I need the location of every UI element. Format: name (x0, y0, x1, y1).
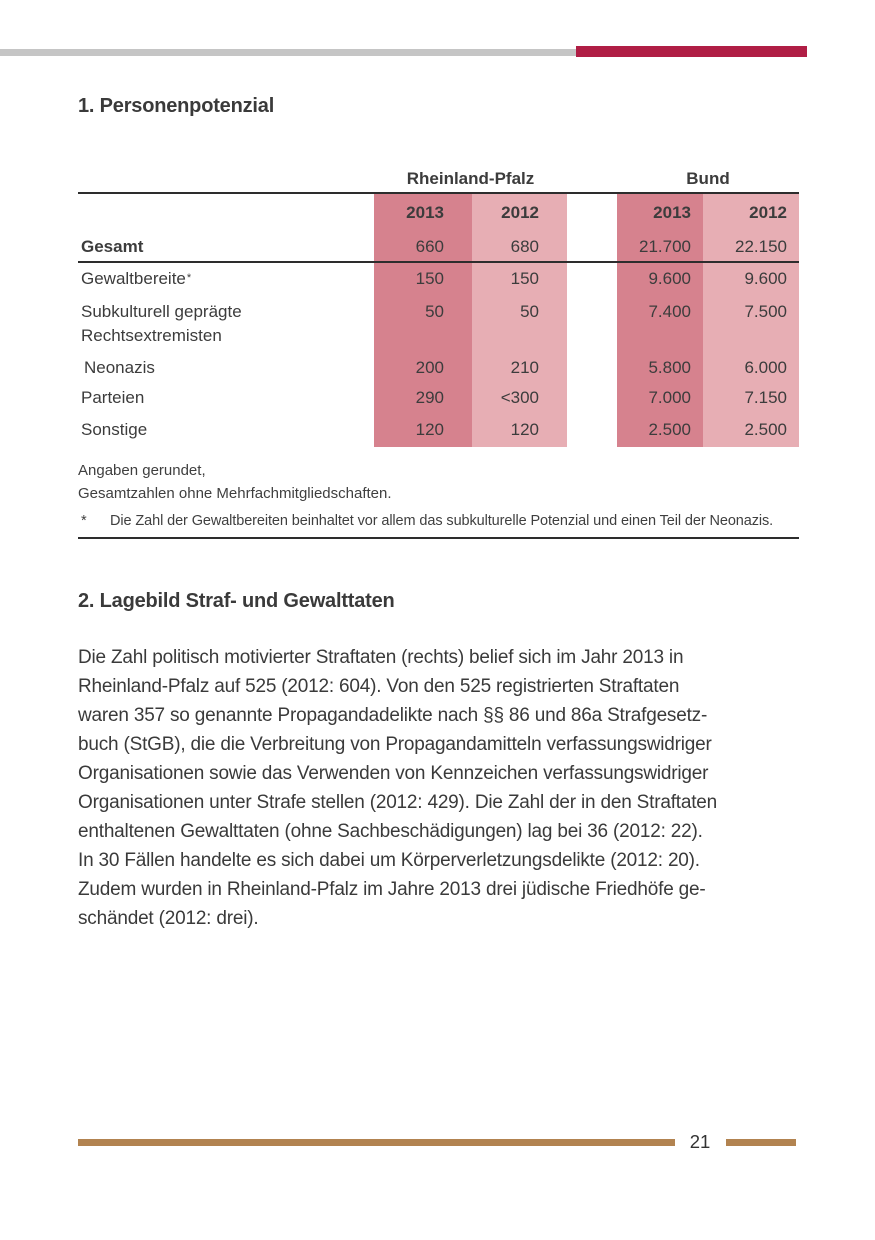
table-cell: 7.000 (648, 388, 691, 407)
table-year-header: 2012 (501, 202, 539, 222)
paragraph-line: Organisationen unter Strafe stellen (2012: 429). Die Zahl der in den Straftaten (78, 792, 718, 813)
paragraph-line: waren 357 so genannte Propagandadelikte nach §§ 86 und 86a Strafgesetz- (78, 705, 708, 726)
table-row-label-sonstige: Sonstige (81, 420, 148, 439)
footer-rule-short (726, 1139, 796, 1146)
table-cell: 150 (415, 269, 444, 288)
table-row-label-parteien: Parteien (81, 388, 145, 407)
table-year-header: 2013 (653, 202, 691, 222)
table-cell: 50 (425, 302, 444, 321)
table-note-line: Gesamtzahlen ohne Mehrfachmitgliedschaften. (78, 485, 392, 502)
table-cell: 210 (510, 357, 539, 377)
table-year-header: 2013 (406, 202, 444, 222)
table-cell: 2.500 (744, 420, 787, 439)
table-row-label-gewaltbereite: Gewaltbereite * (81, 269, 192, 288)
paragraph-line: Organisationen sowie das Verwenden von Kennzeichen verfassungswidriger (78, 763, 709, 784)
paragraph-line: Die Zahl politisch motivierter Straftaten (rechts) belief sich im Jahr 2013 in (78, 647, 684, 668)
table-year-header: 2012 (749, 202, 787, 222)
paragraph-line: In 30 Fällen handelte es sich dabei um Körperverletzungsdelikte (2012: 20). (78, 850, 700, 871)
table-cell: 150 (510, 269, 539, 288)
table-cell: 9.600 (648, 269, 691, 288)
table-cell: 7.400 (648, 302, 691, 321)
paragraph-line: Rheinland-Pfalz auf 525 (2012: 604). Von den 525 registrierten Straftaten (78, 676, 680, 697)
table-cell: 290 (415, 388, 444, 407)
table-cell: 9.600 (744, 269, 787, 288)
table-cell: 50 (520, 302, 539, 321)
section-1-heading: 1. Personenpotenzial (78, 95, 275, 117)
table-cell: 6.000 (744, 357, 787, 377)
personenpotenzial-table (78, 163, 799, 447)
table-cell: 120 (510, 420, 539, 439)
table-group-header-bund: Bund (686, 168, 730, 188)
table-row-label-neonazis: Neonazis (84, 357, 155, 377)
table-row-label-gesamt: Gesamt (81, 236, 144, 256)
table-cell: 7.150 (744, 388, 787, 407)
footer-rule-long (78, 1139, 675, 1146)
table-footnote (78, 513, 818, 530)
table-cell: 2.500 (648, 420, 691, 439)
table-row-label-subkulturell (78, 296, 374, 352)
table-cell: 120 (415, 420, 444, 439)
section-2-paragraph (78, 643, 823, 933)
paragraph-line: buch (StGB), die die Verbreitung von Propagandamitteln verfassungswidriger (78, 734, 712, 755)
row-label-line1: Subkulturell geprägte (81, 302, 242, 321)
table-cell: 680 (510, 236, 539, 256)
section-2-heading: 2. Lagebild Straf- und Gewalttaten (78, 590, 395, 612)
table-cell: 200 (415, 357, 444, 377)
table-note-line: Angaben gerundet, (78, 462, 206, 479)
footnote-text: Die Zahl der Gewaltbereiten beinhaltet vor allem das subkulturelle Potenzial und einen Teil der Neonazis. (110, 513, 774, 529)
row-label-text: Gewaltbereite (81, 269, 186, 288)
footnote-marker: * (81, 513, 87, 529)
table-cell: 5.800 (648, 357, 691, 377)
header-accent-bar (576, 46, 807, 57)
table-cell: <300 (500, 388, 539, 407)
page-number: 21 (689, 1131, 711, 1152)
table-notes (78, 459, 799, 505)
paragraph-line: schändet (2012: drei). (78, 908, 259, 929)
paragraph-line: enthaltenen Gewalttaten (ohne Sachbeschädigungen) lag bei 36 (2012: 22). (78, 821, 703, 842)
table-bottom-rule (78, 537, 799, 539)
paragraph-line: Zudem wurden in Rheinland-Pfalz im Jahre 2013 drei jüdische Friedhöfe ge- (78, 879, 706, 900)
table-cell: 7.500 (744, 302, 787, 321)
row-label-line2: Rechtsextremisten (81, 326, 222, 345)
table-group-header-rheinland-pfalz: Rheinland-Pfalz (406, 168, 535, 188)
table-cell: 21.700 (639, 236, 691, 256)
table-cell: 660 (415, 236, 444, 256)
table-cell: 22.150 (735, 236, 787, 256)
header-gray-bar (0, 49, 576, 56)
